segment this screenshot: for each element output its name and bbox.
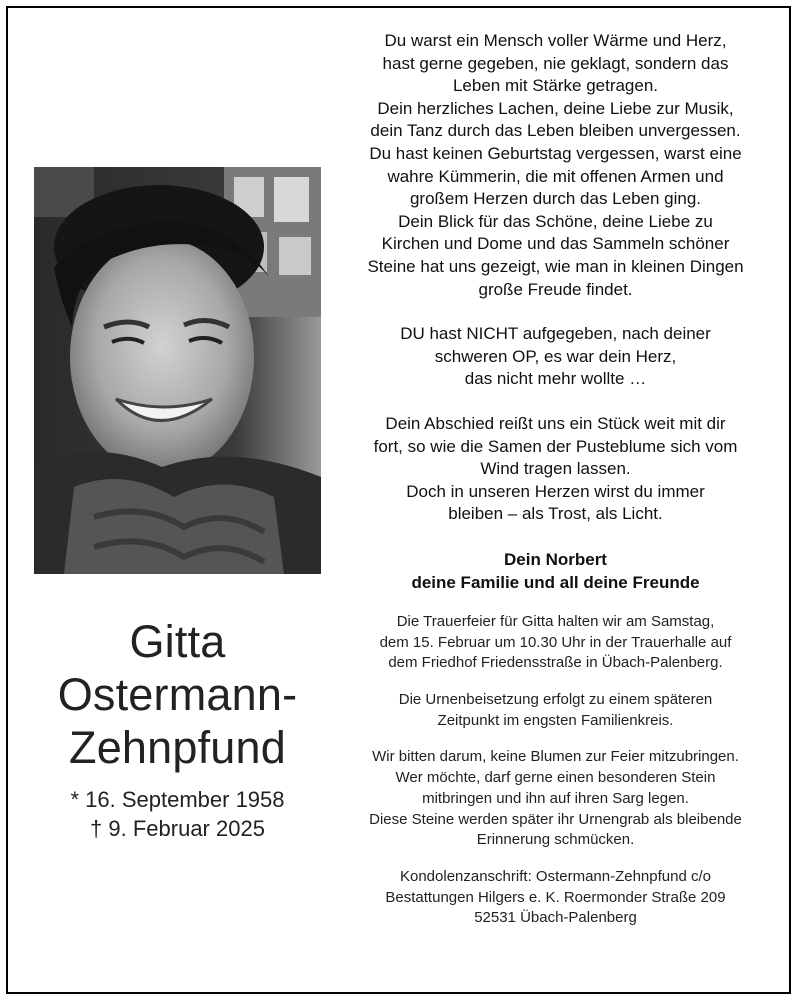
poem-line: Wind tragen lassen. [480, 459, 631, 479]
signature-line-2: deine Familie und all deine Freunde [411, 572, 700, 592]
poem-line: Kirchen und Dome und das Sammeln schöner [381, 234, 730, 254]
life-dates [34, 785, 321, 843]
info-line: Erinnerung schmücken. [476, 831, 635, 849]
signature [338, 548, 773, 594]
poem-stanza-3 [338, 413, 773, 526]
poem-line: große Freude findet. [478, 279, 633, 299]
poem-line: Steine hat uns gezeigt, wie man in kleinen Dingen [367, 256, 744, 276]
death-date: † 9. Februar 2025 [90, 816, 265, 841]
portrait-photo [34, 167, 321, 574]
info-line: Bestattungen Hilgers e. K. Roermonder Straße 209 [385, 888, 726, 906]
poem [338, 30, 773, 526]
funeral-notice [338, 612, 773, 674]
poem-stanza-2 [338, 323, 773, 391]
info-line: Wer möchte, darf gerne einen besonderen Stein [395, 769, 716, 787]
poem-line: hast gerne gegeben, nie geklagt, sondern das [382, 53, 729, 73]
poem-line: fort, so wie die Samen der Pusteblume sich vom [373, 436, 738, 456]
info-line: Kondolenzanschrift: Ostermann-Zehnpfund c/o [399, 867, 711, 885]
request-notice [338, 747, 773, 851]
poem-line: DU hast NICHT aufgegeben, nach deiner [400, 324, 711, 344]
poem-line: dein Tanz durch das Leben bleiben unvergessen. [370, 121, 741, 141]
last-name-line-1: Ostermann- [57, 669, 298, 720]
info-line: dem 15. Februar um 10.30 Uhr in der Trauerhalle auf [379, 633, 732, 651]
info-line: Wir bitten darum, keine Blumen zur Feier mitzubringen. [372, 748, 739, 766]
portrait-image [34, 167, 321, 574]
poem-line: Dein Abschied reißt uns ein Stück weit mit dir [385, 413, 726, 433]
signature-line-1: Dein Norbert [504, 549, 607, 569]
poem-line: bleiben – als Trost, als Licht. [448, 504, 663, 524]
poem-stanza-1 [338, 30, 773, 301]
info-line: 52531 Übach-Palenberg [474, 909, 637, 927]
funeral-info [338, 612, 773, 929]
birth-date: * 16. September 1958 [70, 787, 285, 812]
poem-line: Doch in unseren Herzen wirst du immer [406, 481, 705, 501]
info-line: Die Urnenbeisetzung erfolgt zu einem späteren [398, 690, 713, 708]
poem-line: Leben mit Stärke getragen. [452, 76, 659, 96]
poem-line: Dein herzliches Lachen, deine Liebe zur Musik, [377, 98, 734, 118]
poem-line: Du hast keinen Geburtstag vergessen, warst eine [369, 143, 742, 163]
text-column [338, 30, 773, 929]
poem-line: schweren OP, es war dein Herz, [434, 346, 677, 366]
last-name-line-2: Zehnpfund [69, 722, 286, 773]
poem-line: Du warst ein Mensch voller Wärme und Herz, [384, 31, 727, 50]
info-line: mitbringen und ihn auf ihren Sarg legen. [422, 789, 689, 807]
info-line: Zeitpunkt im engsten Familienkreis. [437, 711, 674, 729]
info-line: dem Friedhof Friedensstraße in Übach-Palenberg. [388, 654, 723, 672]
poem-line: wahre Kümmerin, die mit offenen Armen und [387, 166, 724, 186]
deceased-name [34, 615, 321, 774]
info-line: Die Trauerfeier für Gitta halten wir am Samstag, [396, 612, 715, 630]
urn-notice [338, 690, 773, 731]
first-name: Gitta [129, 616, 226, 667]
poem-line: das nicht mehr wollte … [464, 369, 647, 389]
poem-line: Dein Blick für das Schöne, deine Liebe zu [398, 211, 713, 231]
poem-line: großem Herzen durch das Leben ging. [409, 189, 702, 209]
condolence-address [338, 867, 773, 929]
info-line: Diese Steine werden später ihr Urnengrab als bleibende [369, 810, 742, 828]
